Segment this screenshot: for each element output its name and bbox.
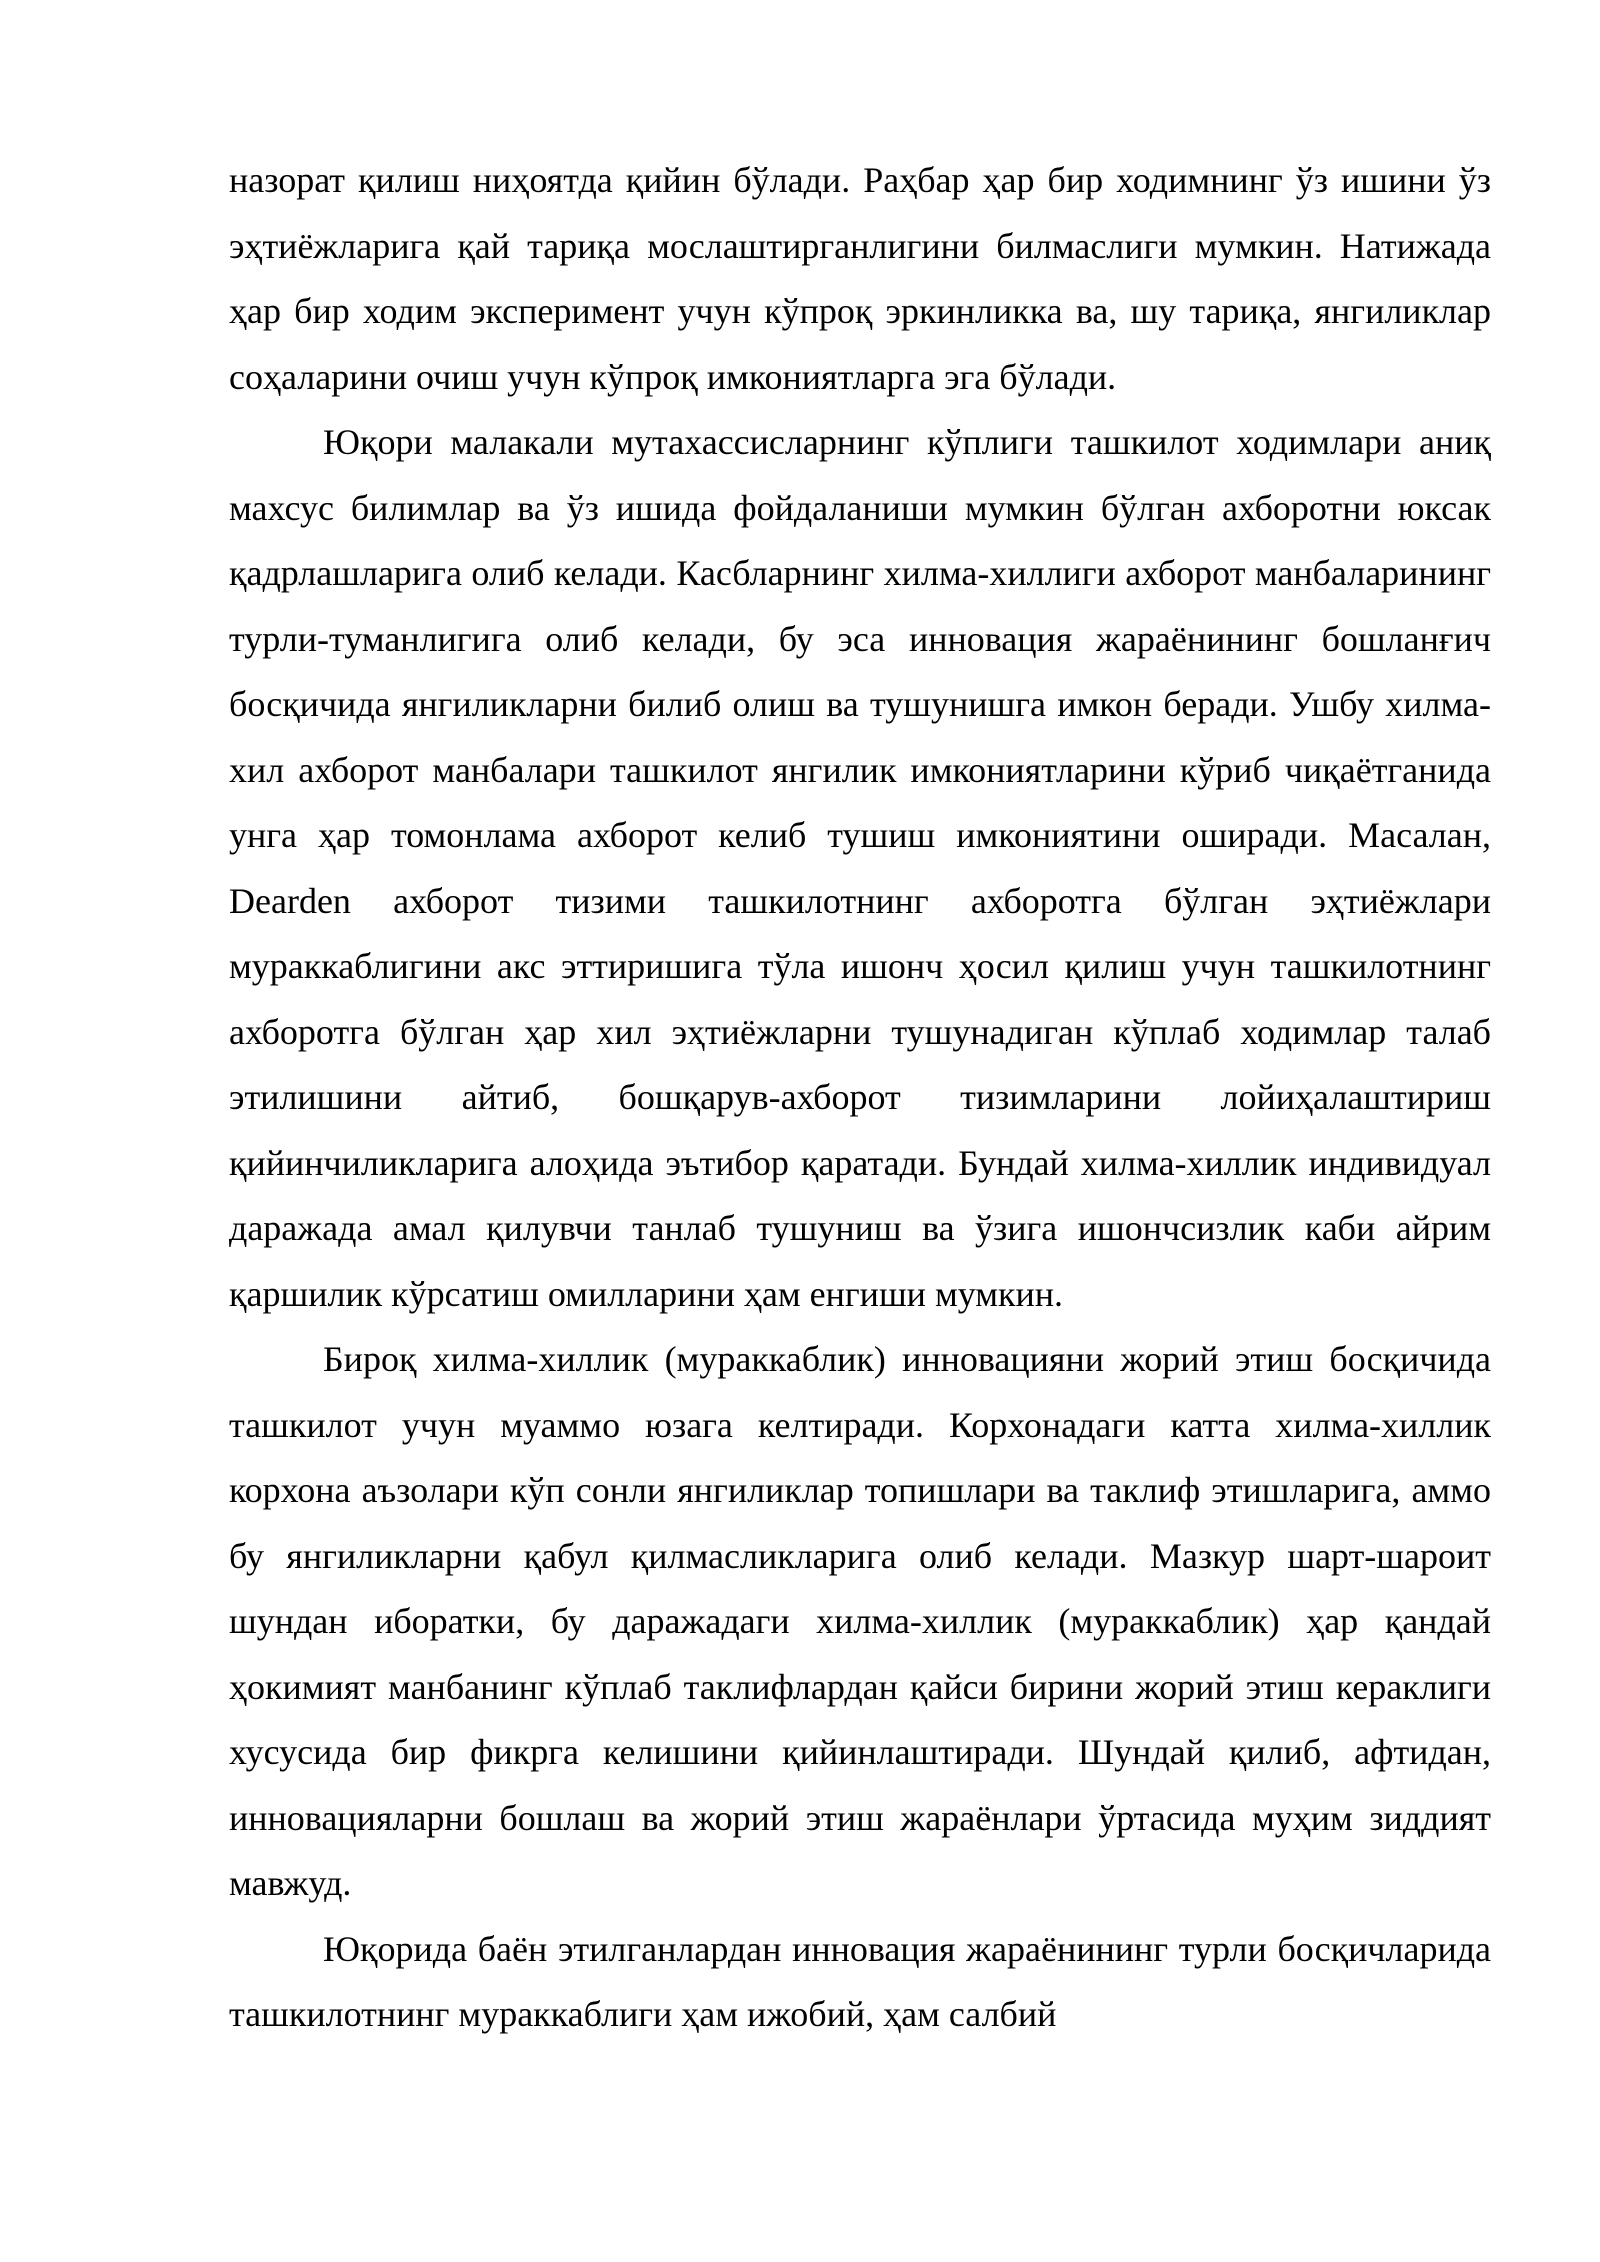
document-body bbox=[229, 148, 1491, 2048]
paragraph-3: Бироқ хилма-хиллик (мураккаблик) инновацияни жорий этиш босқичида ташкилот учун муаммо юзага келтиради. Корхонадаги катта хилма-хиллик корхона аъзолари кўп сонли янгиликлар топишлари ва таклиф этишларига, аммо бу янгиликларни қабул қилмасликларига олиб келади. Мазкур шарт-шароит шундан иборатки, бу даражадаги хилма-хиллик (мураккаблик) ҳар қандай ҳокимият манбанинг кўплаб таклифлардан қайси бирини жорий этиш кераклиги хусусида бир фикрга келишини қийинлаштиради. Шундай қилиб, афтидан, инновацияларни бошлаш ва жорий этиш жараёнлари ўртасида муҳим зиддият мавжуд. bbox=[229, 1339, 1491, 1903]
paragraph-1: назорат қилиш ниҳоятда қийин бўлади. Раҳбар ҳар бир ходимнинг ўз ишини ўз эҳтиёжларига қай тариқа мослаштирганлигини билмаслиги мумкин. Натижада ҳар бир ходим эксперимент учун кўпроқ эркинликка ва, шу тариқа, янгиликлар соҳаларини очиш учун кўпроқ имкониятларга эга бўлади. bbox=[229, 160, 1491, 397]
paragraph-4: Юқорида баён этилганлардан инновация жараёнининг турли босқичларида ташкилотнинг мураккаблиги ҳам ижобий, ҳам салбий bbox=[229, 1928, 1491, 2034]
paragraph-2: Юқори малакали мутахассисларнинг кўплиги ташкилот ходимлари аниқ махсус билимлар ва ўз ишида фойдаланиши мумкин бўлган ахборотни юксак қадрлашларига олиб келади. Касбларнинг хилма-хиллиги ахборот манбаларининг турли-туманлигига олиб келади, бу эса инновация жараёнининг бошланғич босқичида янгиликларни билиб олиш ва тушунишга имкон беради. Ушбу хилма-хил ахборот манбалари ташкилот янгилик имкониятларини кўриб чиқаётганида унга ҳар томонлама ахборот келиб тушиш имкониятини оширади. Масалан, Dearden ахборот тизими ташкилотнинг ахборотга бўлган эҳтиёжлари мураккаблигини акс эттиришига тўла ишонч ҳосил қилиш учун ташкилотнинг ахборотга бўлган ҳар хил эҳтиёжларни тушунадиган кўплаб ходимлар талаб этилишини айтиб, бошқарув-ахборот тизимларини лойиҳалаштириш қийинчиликларига алоҳида эътибор қаратади. Бундай хилма-хиллик индивидуал даражада амал қилувчи танлаб тушуниш ва ўзига ишончсизлик каби айрим қаршилик кўрсатиш омилларини ҳам енгиши мумкин. bbox=[229, 422, 1491, 1314]
